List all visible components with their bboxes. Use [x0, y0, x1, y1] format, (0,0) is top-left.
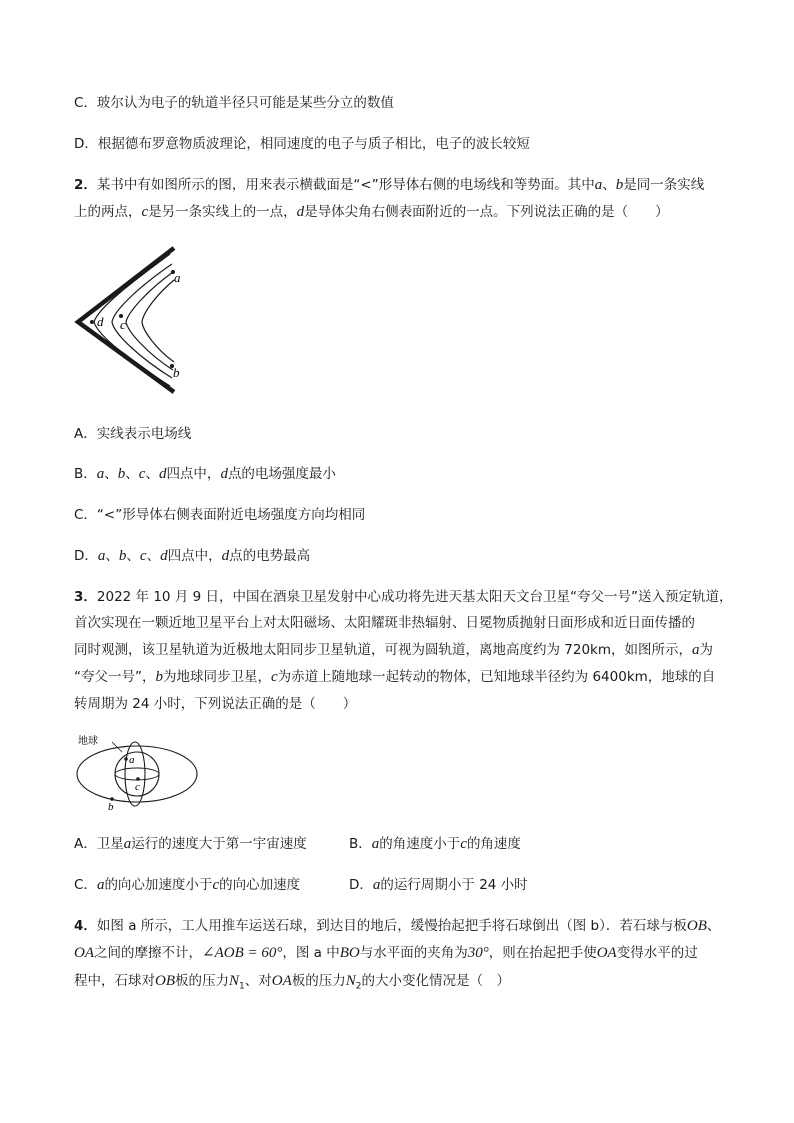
- q4-text: ，图 a 中: [282, 945, 340, 961]
- point-b-label: b: [173, 365, 180, 380]
- q4-text: 之间的摩擦不计，: [94, 945, 202, 961]
- q4-text: 与水平面的夹角为: [359, 945, 468, 961]
- q1-option-d: D．根据德布罗意物质波理论，相同速度的电子与质子相比，电子的波长较短: [74, 136, 530, 152]
- q3-var-b: b: [155, 669, 163, 685]
- q3-stem-line4: [74, 668, 715, 686]
- q2-sep: 、: [145, 466, 159, 482]
- q2-text: 某书中有如图所示的图，用来表示横截面是“: [96, 177, 361, 193]
- q4-stem-line3: [74, 972, 510, 996]
- q2-text: 是导体尖角右侧表面附近的一点。下列说法正确的是（ ）: [304, 204, 669, 220]
- q2-text: 是另一条实线上的一点，: [148, 204, 297, 220]
- q3-text: 同时观测，该卫星轨道为近极地太阳同步卫星轨道，可视为圆轨道，离地高度约为 720km，如图所示，: [74, 642, 693, 658]
- q4-stem-line2: [74, 944, 698, 962]
- q2-option-c: C．“<”形导体右侧表面附近电场强度方向均相同: [74, 507, 366, 523]
- sat-a-label: a: [129, 754, 135, 766]
- q3-option-d: [349, 876, 528, 894]
- point-a-label: a: [174, 270, 181, 285]
- q3-text: “夸父一号”，: [74, 669, 156, 685]
- q4-text: 、: [706, 918, 721, 934]
- q3-figure: [70, 728, 210, 812]
- q4-sub: 1: [239, 981, 245, 992]
- q2-option-b-mid: 四点中，: [166, 466, 221, 482]
- q4-number: 4．: [74, 918, 97, 934]
- q3-var-a: a: [371, 836, 380, 852]
- object-c-label: c: [135, 781, 140, 793]
- q2-sep: 、: [126, 548, 140, 564]
- q4-text: 程中，石球对: [74, 973, 155, 989]
- q2-var-b: b: [117, 466, 126, 482]
- q2-var-b: b: [118, 548, 127, 564]
- q3-text: 为: [699, 642, 714, 658]
- q4-angle: ∠AOB = 60°: [202, 945, 283, 961]
- q2-var-a: a: [97, 548, 106, 564]
- q4-var: OB: [155, 973, 175, 989]
- q2-text: 是同一条实线: [623, 177, 705, 193]
- q3-var-a: a: [123, 836, 132, 852]
- q2-sep: 、: [125, 466, 139, 482]
- q3-stem-line1: [74, 588, 732, 606]
- q3-option-a-prefix: A．卫星: [74, 836, 124, 852]
- q3-number: 3．: [74, 589, 97, 605]
- sat-a-dot: [124, 757, 128, 761]
- q2-sep: 、: [105, 548, 119, 564]
- q3-var-c: c: [212, 877, 220, 893]
- q4-text: 、对: [244, 973, 272, 989]
- q2-number: 2．: [74, 177, 97, 193]
- q3-option-b-prefix: B．: [349, 836, 372, 852]
- q3-var-a: a: [692, 642, 700, 658]
- q2-var-b: b: [615, 177, 624, 193]
- q4-var: OA: [271, 973, 292, 989]
- q4-angle: 30°: [467, 945, 489, 961]
- q3-stem-line5: 转周期为 24 小时，下列说法正确的是（ ）: [74, 696, 357, 712]
- q2-option-b-prefix: B．: [74, 466, 97, 482]
- q4-text: 板的压力: [291, 973, 346, 989]
- point-d-label: d: [97, 314, 104, 329]
- point-c-label: c: [120, 317, 126, 332]
- q4-var: BO: [339, 945, 360, 961]
- q3-var-a: a: [372, 877, 381, 893]
- q2-option-b-post: 点的电场强度最小: [227, 466, 336, 482]
- q1-option-c: C．玻尔认为电子的轨道半径只可能是某些分立的数值: [74, 95, 394, 111]
- q4-text: 的大小变化情况是（ ）: [361, 973, 510, 989]
- q2-var-c: c: [139, 548, 147, 564]
- q4-text: 板的压力: [175, 973, 229, 989]
- q4-text: 变得水平的过: [616, 945, 698, 961]
- sat-b-label: b: [108, 801, 114, 812]
- q2-var-d: d: [220, 466, 228, 482]
- q4-sub: 2: [355, 981, 362, 992]
- q2-figure: [70, 240, 200, 400]
- q2-stem-line1: [74, 176, 704, 194]
- q3-option-c-prefix: C．: [74, 877, 97, 893]
- q2-var-d: d: [221, 548, 230, 564]
- q2-text: 上的两点，: [74, 204, 142, 220]
- q2-option-d-mid: 四点中，: [167, 548, 222, 564]
- q4-stem-line1: [74, 917, 720, 935]
- q2-sep: 、: [602, 177, 616, 193]
- q3-option-d-text: 的运行周期小于 24 小时: [380, 877, 528, 893]
- q2-sep: 、: [104, 466, 118, 482]
- q2-option-d-prefix: D．: [74, 548, 98, 564]
- q3-option-a: [74, 835, 307, 853]
- point-d-dot: [90, 320, 94, 324]
- q3-option-c-text: 的向心加速度小于: [104, 877, 213, 893]
- q2-option-d-post: 点的电势最高: [229, 548, 311, 564]
- q3-var-c: c: [460, 836, 467, 852]
- q2-option-b: [74, 465, 336, 483]
- q4-var-n1: N: [229, 973, 240, 989]
- q2-symbol: <: [360, 177, 372, 193]
- q2-var-c: c: [138, 466, 146, 482]
- q3-var-a: a: [96, 877, 105, 893]
- q2-var-d: d: [158, 466, 167, 482]
- q3-option-d-prefix: D．: [349, 877, 373, 893]
- q3-stem-line2: 首次实现在一颗近地卫星平台上对太阳磁场、太阳耀斑非热辐射、日冕物质抛射日面形成和近日面传播的: [74, 615, 695, 631]
- q2-var-c: c: [141, 204, 149, 220]
- q2-var-a: a: [96, 466, 105, 482]
- q3-text: 为赤道上随地球一起转动的物体，已知地球半径约为 6400km，地球的自: [277, 669, 716, 685]
- q2-var-a: a: [594, 177, 603, 193]
- q2-text: ”形导体右侧的电场线和等势面。其中: [371, 177, 595, 193]
- q4-var: OB: [686, 918, 707, 934]
- q2-var-d: d: [296, 204, 305, 220]
- q3-option-c: [74, 876, 300, 894]
- q4-var: OA: [596, 945, 617, 961]
- q3-option-b: [349, 835, 521, 853]
- q2-sep: 、: [146, 548, 161, 564]
- q3-text: 为地球同步卫星，: [163, 669, 271, 685]
- q4-var-n2: N: [345, 973, 356, 989]
- sync-orbit: [77, 746, 197, 802]
- q2-option-a: A．实线表示电场线: [74, 426, 192, 442]
- q4-text: ，则在抬起把手使: [488, 945, 597, 961]
- q2-stem-line2: [74, 203, 669, 221]
- earth-label: 地球: [78, 736, 98, 747]
- q3-option-b-text: 的角速度: [466, 836, 521, 852]
- q2-var-d: d: [160, 548, 168, 564]
- q3-option-a-text: 运行的速度大于第一宇宙速度: [131, 836, 307, 852]
- q3-option-b-text: 的角速度小于: [379, 836, 461, 852]
- q3-stem-line3: [74, 641, 713, 659]
- q2-option-d: [74, 547, 310, 565]
- q3-option-c-text: 的向心加速度: [219, 877, 301, 893]
- q4-var: OA: [74, 945, 94, 961]
- q3-var-c: c: [271, 669, 278, 685]
- q3-text: 2022 年 10 月 9 日，中国在酒泉卫星发射中心成功将先进天基太阳天文台卫星“夸父一号”送入预定轨道，: [96, 589, 733, 605]
- q4-text: 如图 a 所示，工人用推车运送石球，到达目的地后，缓慢抬起把手将石球倒出（图 b）．若石球与板: [96, 918, 687, 934]
